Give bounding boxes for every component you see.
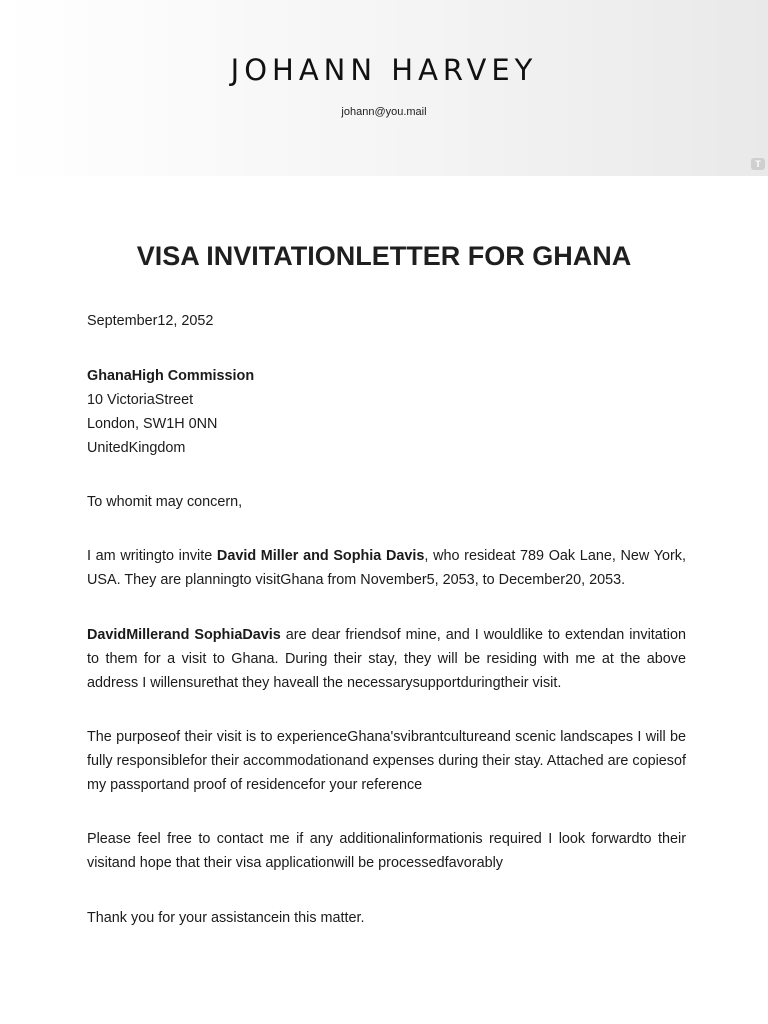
- closing-line: Thank you for your assistancein this matter.: [87, 910, 365, 926]
- letterhead: [0, 0, 768, 176]
- salutation: To whomit may concern,: [87, 494, 243, 510]
- guest-names: David Miller and Sophia Davis: [216, 548, 425, 564]
- recipient-street: 10 VictoriaStreet: [87, 392, 194, 408]
- recipient-city: London, SW1H 0NN: [87, 416, 218, 432]
- paragraph-purpose: The purposeof their visit is to experienceGhana'svibrantcultureand scenic landscapes I will be fully responsiblefor their accommodationand expenses during their stay. Attached are copiesof my passportand proof of residencefor your reference: [87, 729, 686, 793]
- paragraph-invitation-lead: I am writingto invite: [87, 548, 217, 564]
- sender-email: johann@you.mail: [341, 106, 427, 118]
- recipient-organization: GhanaHigh Commission: [87, 368, 255, 384]
- letter-date: September12, 2052: [87, 313, 214, 329]
- paragraph-relationship: [87, 623, 686, 695]
- paragraph-contact: Please feel free to contact me if any additionalinformationis required I look forwardto their visitand hope that their visa applicationwill be processedfavorably: [87, 831, 686, 871]
- sender-name: JOHANN HARVEY: [230, 53, 538, 87]
- paragraph-invitation-rest: , who resideat 789 Oak Lane, New York, USA. They are planningto visitGhana from November5, 2053, to December20, 2053.: [87, 548, 686, 588]
- recipient-country: UnitedKingdom: [87, 440, 186, 456]
- recipient-address: [87, 364, 686, 460]
- template-badge-icon: T: [751, 158, 765, 170]
- paragraph-relationship-rest: are dear friendsof mine, and I wouldlike to extendan invitation to them for a visit to Ghana. During their stay, they will be residing with me at the above address I willensurethat they haveall the necessarysupportduringtheir visit.: [87, 627, 687, 691]
- document-title: VISA INVITATIONLETTER FOR GHANA: [136, 241, 632, 271]
- paragraph-invitation: [87, 544, 686, 592]
- guest-names-repeat: DavidMillerand SophiaDavis: [87, 627, 281, 643]
